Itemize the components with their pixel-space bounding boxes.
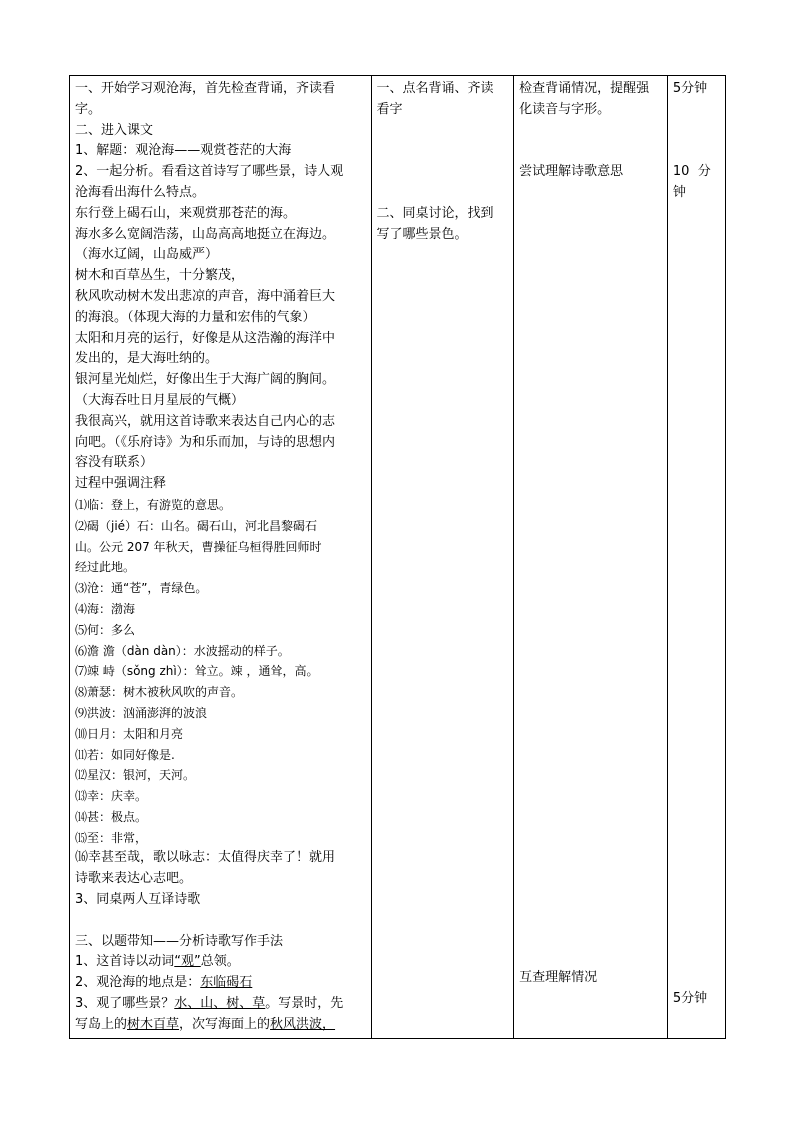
text-line: 银河星光灿烂，好像出生于大海广阔的胸间。: [75, 372, 336, 388]
text-line: 我很高兴，就用这首诗歌来表达自己内心的志: [75, 413, 336, 429]
text-line: 检查背诵情况，提醒强: [519, 81, 650, 96]
blank-line: [377, 183, 509, 204]
annotation-line: ⑻萧瑟：树木被秋风吹的声音。: [75, 685, 244, 700]
annotation-line: ⑾若：如同好像是.: [75, 747, 175, 762]
annotation-line: ⑿星汉：银河，天河。: [75, 768, 196, 783]
time-label: 钟: [672, 184, 686, 200]
time-label: 10 分: [672, 164, 711, 180]
blank-line: [673, 100, 720, 121]
annotation-line: 山。公元 207 年秋天，曹操征乌桓得胜回师时: [75, 539, 322, 554]
underlined-text: 东临碣石: [200, 975, 253, 991]
text-line: 向吧。（《乐府诗》为和乐而加，与诗的思想内: [75, 434, 336, 450]
text-line: 字。: [75, 101, 102, 117]
blank-space: [673, 204, 720, 989]
text-line: 的海浪。（体现大海的力量和宏伟的气象）: [75, 309, 316, 325]
text-line: 看字: [376, 101, 403, 117]
text-line: 海水多么宽阔浩荡，山岛高高地挺立在海边。: [75, 226, 336, 242]
text-line: 树木和百草丛生，十分繁茂，: [75, 268, 245, 284]
annotation-line: ⑼洪波：汹涌澎湃的波浪: [75, 705, 208, 720]
text-line: 东行登上碣石山，来观赏那苍茫的海。: [75, 205, 297, 221]
text-line: 化读音与字形。: [519, 101, 611, 117]
underlined-text: “观”: [174, 954, 201, 970]
text-line: 二、同桌讨论，找到: [376, 205, 494, 221]
text-line: 2、一起分析。看看这首诗写了哪些景，诗人观: [75, 164, 344, 180]
text-line: 太阳和月亮的运行，好像是从这浩瀚的海洋中: [75, 330, 336, 346]
student-activity-cell: [371, 76, 514, 1039]
text-line: 沧海看出海什么特点。: [75, 184, 206, 200]
text-run: 。写景时，先: [265, 996, 344, 1012]
underlined-text: 秋风洪波，: [270, 1016, 336, 1032]
section-heading: 三、以题带知——分析诗歌写作手法: [75, 933, 284, 949]
text-line: 发出的，是大海吐纳的。: [75, 351, 219, 367]
text-line: 尝试理解诗歌意思: [519, 164, 624, 180]
text-line: [75, 994, 366, 1015]
text-line: 容没有联系）: [75, 455, 154, 471]
annotation-line: ⑶沧：通“苍”，青绿色。: [75, 581, 208, 596]
teaching-process-cell: [70, 76, 372, 1039]
text-line: 1、解题：观沧海——观赏苍茫的大海: [75, 143, 292, 159]
annotation-line: ⑵碣（jié）石：山名。碣石山，河北昌黎碣石: [75, 518, 318, 533]
text-line: [75, 952, 366, 973]
time-label: 5分钟: [672, 81, 708, 96]
text-line: [75, 1015, 366, 1036]
text-run: 3、观了哪些景？: [75, 996, 175, 1012]
annotation-line: 3、同桌两人互译诗歌: [75, 892, 201, 908]
blank-line: [377, 162, 509, 183]
blank-line: [377, 121, 509, 142]
annotation-line: ⑷海：渤海: [75, 601, 136, 616]
blank-line: [673, 141, 720, 162]
text-line: 写了哪些景色。: [376, 226, 468, 242]
annotation-line: ⑸何：多么: [75, 622, 136, 637]
blank-line: [673, 121, 720, 142]
annotation-line: 经过此地。: [75, 560, 136, 575]
annotation-line: ⑹澹 澹（dàn dàn）：水波摇动的样子。: [75, 643, 290, 658]
annotation-line: ⒁甚：极点。: [75, 809, 148, 824]
text-run: 总领。: [200, 954, 240, 970]
text-run: 写岛上的: [75, 1016, 128, 1032]
text-line: 过程中强调注释: [75, 476, 167, 492]
text-line: 二、进入课文: [75, 122, 154, 138]
blank-line: [75, 911, 366, 932]
annotation-line: ⑴临：登上，有游览的意思。: [75, 497, 232, 512]
text-line: 秋风吹动树木发出悲凉的声音，海中涌着巨大: [75, 288, 336, 304]
blank-space: [519, 183, 662, 968]
table-row: [70, 76, 726, 1039]
annotation-line: 诗歌来表达心志吧。: [75, 871, 193, 887]
annotation-line: ⒀幸：庆幸。: [75, 789, 148, 804]
text-line: 一、开始学习观沧海，首先检查背诵，齐读看: [75, 81, 336, 96]
design-intent-cell: [514, 76, 668, 1039]
text-run: 1、这首诗以动词: [75, 954, 175, 970]
annotation-line: ⒂至：非常，: [75, 830, 148, 845]
text-line: 一、点名背诵、齐读: [376, 81, 494, 96]
time-label: 5分钟: [672, 990, 708, 1006]
text-line: （大海吞吐日月星辰的气概）: [75, 392, 245, 408]
lesson-plan-table: [69, 75, 726, 1039]
blank-line: [519, 121, 662, 142]
annotation-line: ⒃幸甚至哉，歌以咏志：太值得庆幸了！就用: [75, 850, 336, 866]
underlined-text: 树木百草: [127, 1016, 180, 1032]
text-line: [75, 973, 366, 994]
text-line: （海水辽阔，山岛威严）: [75, 247, 219, 263]
text-run: ，次写海面上的: [179, 1016, 271, 1032]
annotation-line: ⑽日月：太阳和月亮: [75, 726, 184, 741]
text-line: 互查理解情况: [519, 969, 598, 985]
blank-line: [377, 141, 509, 162]
annotation-line: ⑺竦 峙（sǒng zhì）：耸立。竦 ，通耸，高。: [75, 664, 319, 679]
underlined-text: 水、山、树、草: [174, 996, 266, 1012]
blank-line: [519, 141, 662, 162]
time-cell: [667, 76, 725, 1039]
text-run: 2、观沧海的地点是：: [75, 975, 201, 991]
